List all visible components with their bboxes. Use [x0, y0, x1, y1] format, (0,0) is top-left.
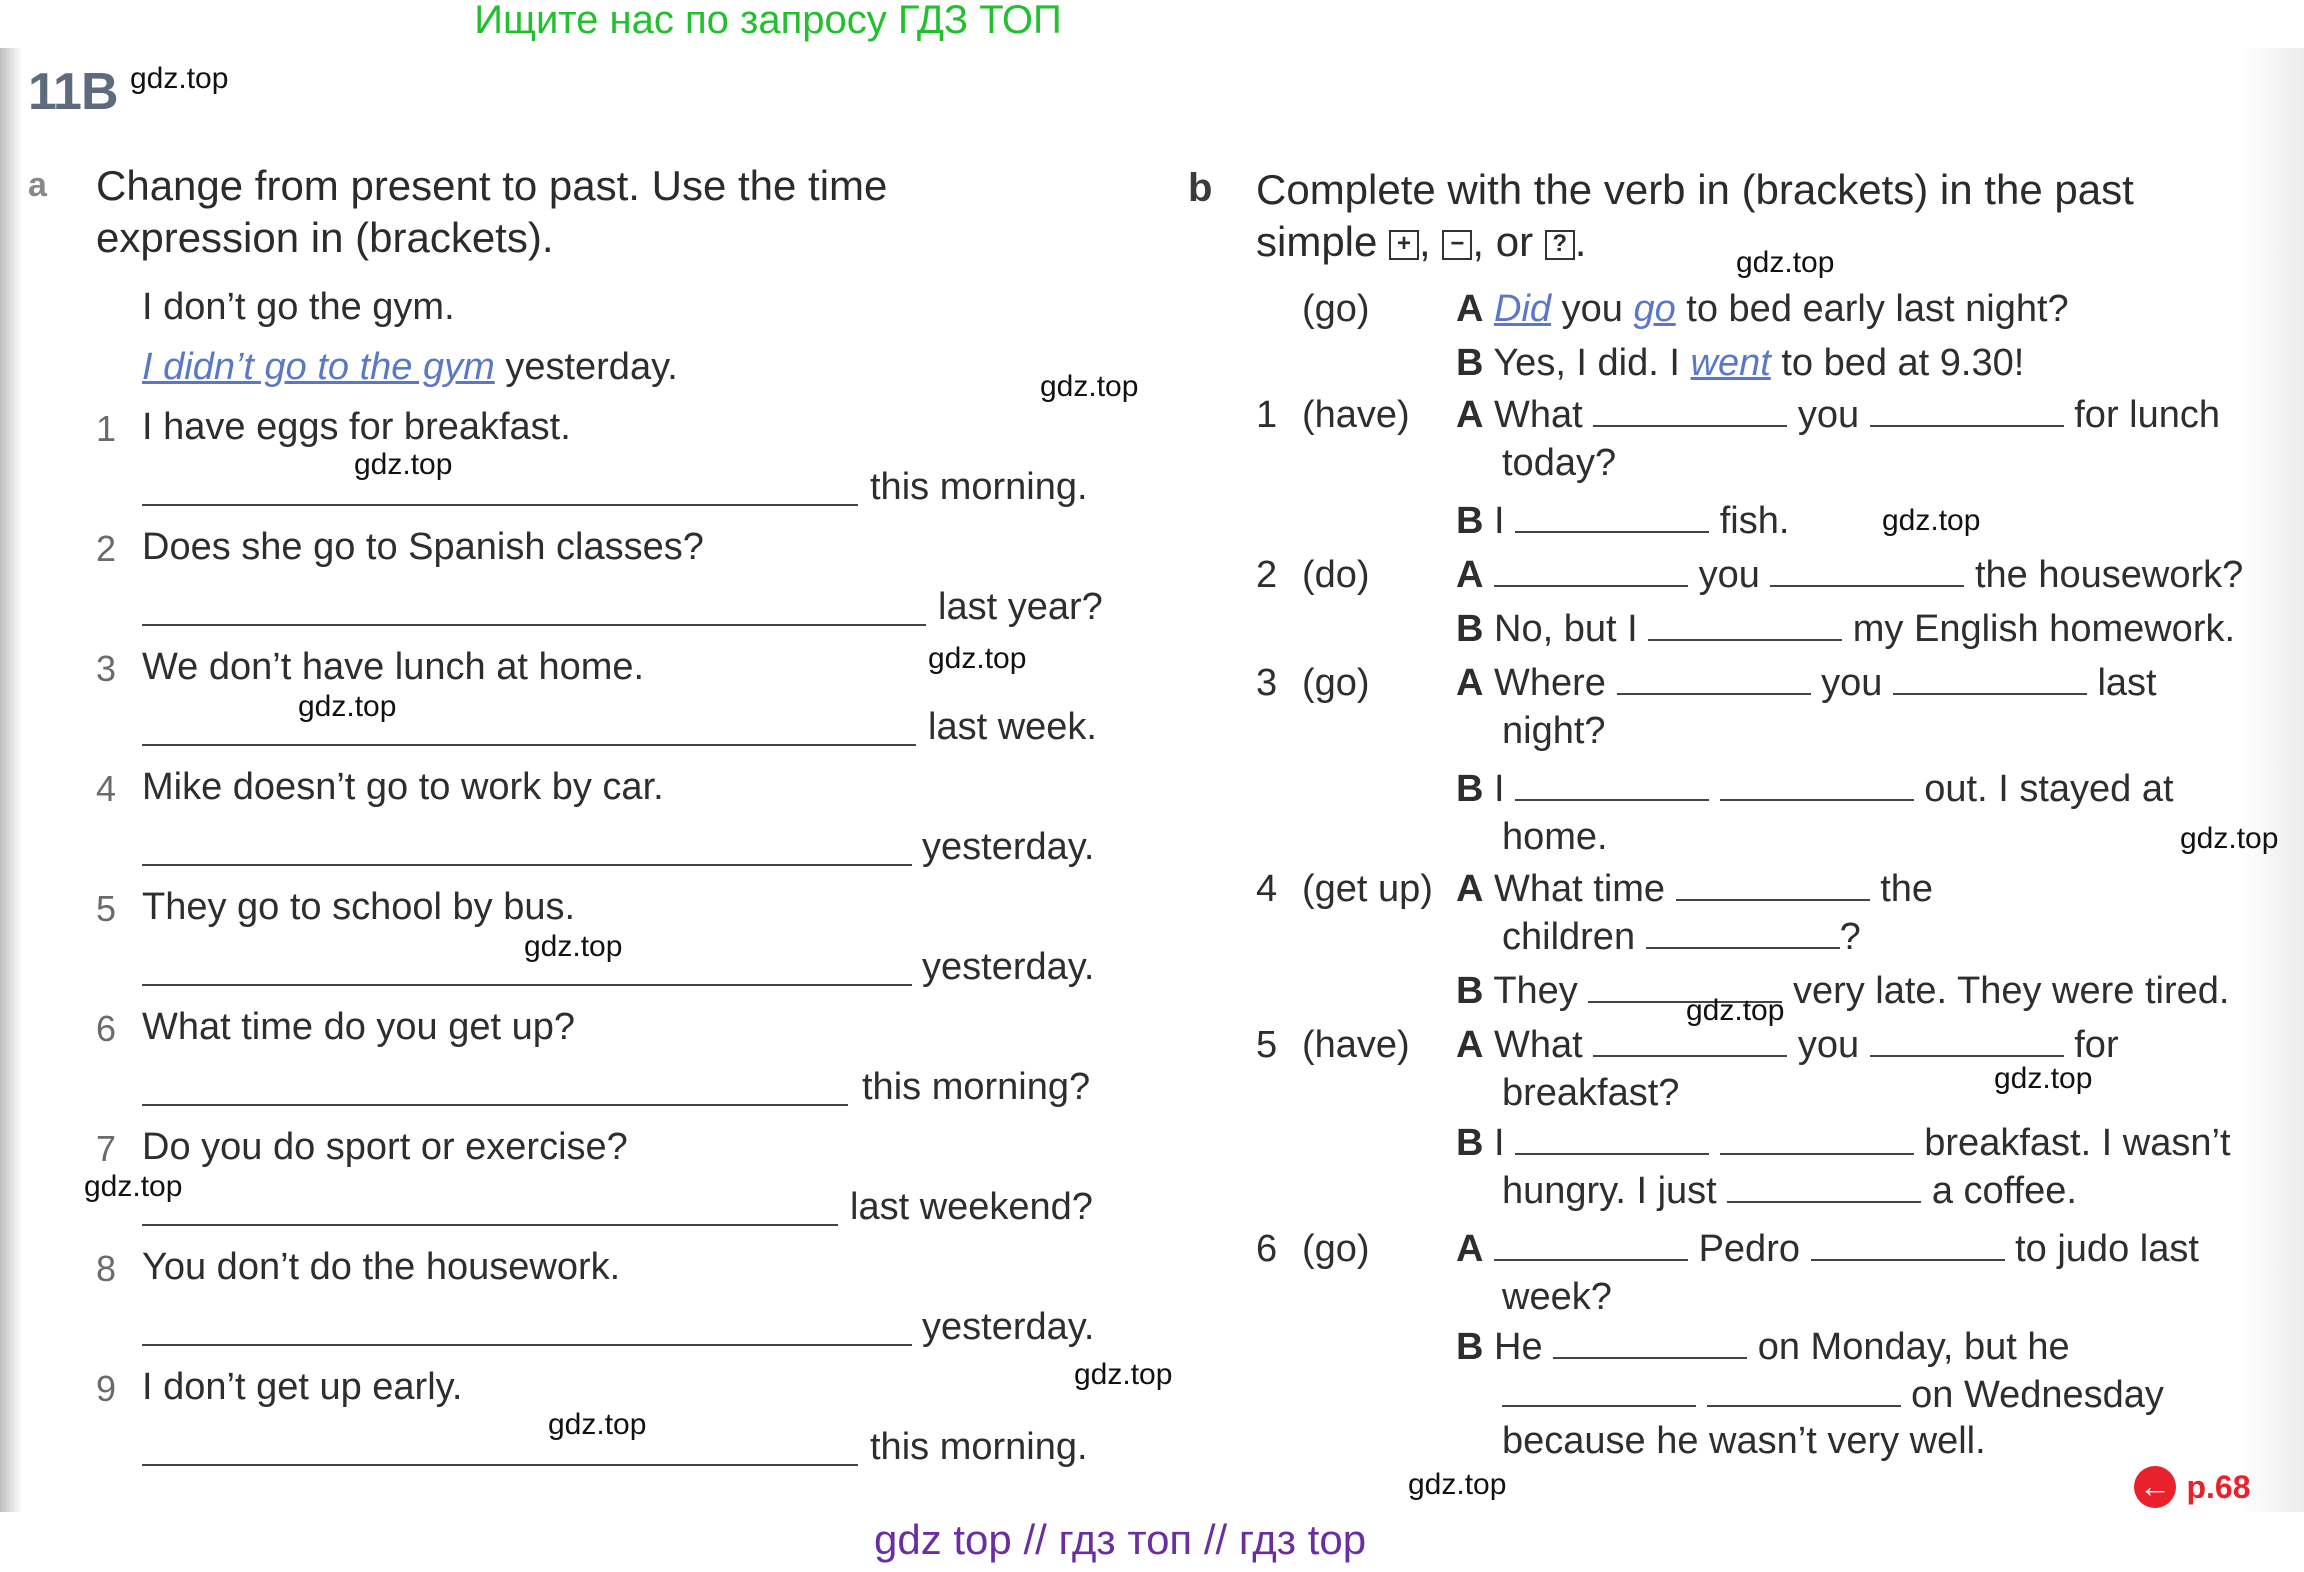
item-time: this morning.	[870, 1426, 1088, 1468]
item-number: 1	[1256, 394, 1278, 436]
text: for lunch	[2074, 394, 2220, 436]
speaker-b: B	[1456, 1326, 1484, 1368]
question-symbol-icon: ?	[1545, 230, 1575, 260]
item-verb: (go)	[1302, 1228, 1370, 1270]
line-b-cont	[1502, 1374, 2164, 1417]
answer-blank[interactable]	[142, 1344, 912, 1346]
watermark: gdz.top	[1074, 1358, 1173, 1391]
item-question: We don’t have lunch at home.	[142, 646, 645, 688]
text: ?	[1839, 916, 1861, 958]
line-b	[1456, 970, 2229, 1013]
next-page-edge	[2240, 48, 2304, 1522]
answer-blank[interactable]	[1707, 1375, 1901, 1407]
watermark: gdz.top	[1994, 1062, 2093, 1095]
text: They	[1493, 970, 1578, 1012]
item-number: 9	[96, 1368, 117, 1409]
line-a	[1456, 1228, 2199, 1271]
speaker-b: B	[1456, 970, 1484, 1012]
item-time: this morning.	[870, 466, 1088, 508]
speaker-b: B	[1456, 768, 1484, 810]
text: my English homework.	[1852, 608, 2236, 650]
answer-blank[interactable]	[1770, 555, 1964, 587]
watermark: gdz.top	[1040, 370, 1139, 403]
item-number: 8	[96, 1248, 117, 1289]
answer-blank[interactable]	[1593, 1025, 1787, 1057]
answer-blank[interactable]	[1870, 1025, 2064, 1057]
answer-blank[interactable]	[142, 1224, 838, 1226]
arrow-left-circle-icon: ←	[2134, 1466, 2176, 1508]
speaker-a: A	[1456, 554, 1484, 596]
text: I	[1494, 768, 1505, 810]
page-reference[interactable]	[2134, 1466, 2250, 1508]
text: Where	[1494, 662, 1606, 704]
example-answer: I didn’t go to the gym	[142, 346, 495, 388]
example-answer-went: went	[1690, 342, 1771, 384]
watermark: gdz.top	[2180, 822, 2279, 855]
watermark: gdz.top	[298, 690, 397, 723]
item-number: 2	[1256, 554, 1278, 596]
item-time: yesterday.	[922, 826, 1095, 868]
item-question: Does she go to Spanish classes?	[142, 526, 704, 568]
watermark: gdz.top	[524, 930, 623, 963]
section-a-instruction-line2: expression in (brackets).	[96, 214, 554, 261]
text: No, but I	[1494, 608, 1638, 650]
text: breakfast. I wasn’t	[1924, 1122, 2231, 1164]
answer-blank[interactable]	[1553, 1327, 1747, 1359]
answer-blank[interactable]	[1593, 395, 1787, 427]
item-verb: (have)	[1302, 394, 1410, 436]
item-number: 5	[1256, 1024, 1278, 1066]
item-verb: (do)	[1302, 554, 1370, 596]
text: you	[1698, 554, 1760, 596]
item-number: 5	[96, 888, 117, 929]
text: on Wednesday	[1911, 1374, 2164, 1416]
answer-blank[interactable]	[1617, 663, 1811, 695]
watermark: gdz.top	[130, 62, 229, 95]
line-b-cont2: because he wasn’t very well.	[1502, 1420, 1986, 1462]
example-you: you	[1561, 288, 1623, 330]
answer-blank[interactable]	[1811, 1229, 2005, 1261]
item-question: Mike doesn’t go to work by car.	[142, 766, 664, 808]
section-b-letter: b	[1188, 166, 1213, 210]
item-question: I have eggs for breakfast.	[142, 406, 571, 448]
comma: ,	[1419, 218, 1431, 265]
item-number: 4	[1256, 868, 1278, 910]
answer-blank[interactable]	[1515, 1123, 1709, 1155]
answer-blank[interactable]	[1494, 555, 1688, 587]
answer-blank[interactable]	[142, 1104, 848, 1106]
answer-blank[interactable]	[1720, 1123, 1914, 1155]
text: I	[1494, 500, 1505, 542]
example-speaker-b	[1456, 342, 2024, 385]
example-question: I don’t go the gym.	[142, 286, 455, 328]
line-a	[1456, 554, 2243, 597]
example-speaker-a	[1456, 288, 2069, 331]
unit-number: 11B	[28, 63, 118, 121]
speaker-b: B	[1456, 342, 1484, 384]
line-b	[1456, 500, 1789, 543]
line-a-cont: today?	[1502, 442, 1617, 484]
line-b-cont	[1502, 1170, 2077, 1213]
negative-symbol-icon: −	[1442, 230, 1472, 260]
item-number: 3	[96, 648, 117, 689]
text: the housework?	[1974, 554, 2244, 596]
item-verb: (get up)	[1302, 868, 1433, 910]
section-a-instruction-line1: Change from present to past. Use the time	[96, 162, 888, 209]
line-b	[1456, 608, 2235, 651]
item-time: last week.	[928, 706, 1097, 748]
speaker-a: A	[1456, 1228, 1484, 1270]
text: I	[1494, 1122, 1505, 1164]
answer-blank[interactable]	[142, 744, 916, 746]
speaker-a: A	[1456, 1024, 1484, 1066]
text: out. I stayed at	[1924, 768, 2174, 810]
section-a-letter: a	[28, 166, 47, 204]
line-a-cont	[1502, 916, 1861, 959]
line-a-cont: breakfast?	[1502, 1072, 1680, 1114]
item-question: What time do you get up?	[142, 1006, 576, 1048]
line-a-cont: night?	[1502, 710, 1606, 752]
answer-blank[interactable]	[1646, 917, 1840, 949]
text: hungry. I just	[1502, 1170, 1717, 1212]
line-b	[1456, 768, 2174, 811]
text: fish.	[1719, 500, 1790, 542]
line-a	[1456, 662, 2157, 705]
line-b-cont: home.	[1502, 816, 1608, 858]
page-fold-shadow	[0, 48, 22, 1522]
text: on Monday, but he	[1757, 1326, 2070, 1368]
instruction-dot: .	[1574, 218, 1587, 265]
item-number: 1	[96, 408, 117, 449]
text: the	[1880, 868, 1934, 910]
text: What	[1494, 394, 1583, 436]
answer-blank[interactable]	[142, 504, 858, 506]
example-b-end: to bed at 9.30!	[1781, 342, 2025, 384]
watermark: gdz.top	[1736, 246, 1835, 279]
answer-blank[interactable]	[1720, 769, 1914, 801]
speaker-a: A	[1456, 288, 1484, 330]
answer-blank[interactable]	[1727, 1171, 1921, 1203]
speaker-b: B	[1456, 500, 1484, 542]
item-time: yesterday.	[922, 946, 1095, 988]
text: a coffee.	[1931, 1170, 2077, 1212]
speaker-b: B	[1456, 1122, 1484, 1164]
item-verb: (have)	[1302, 1024, 1410, 1066]
line-a	[1456, 1024, 2119, 1067]
speaker-b: B	[1456, 608, 1484, 650]
item-question: They go to school by bus.	[142, 886, 576, 928]
item-number: 2	[96, 528, 117, 569]
example-time: yesterday.	[505, 346, 678, 388]
example-a-end: to bed early last night?	[1686, 288, 2069, 330]
line-a-cont: week?	[1502, 1276, 1612, 1318]
speaker-a: A	[1456, 662, 1484, 704]
item-question: You don’t do the housework.	[142, 1246, 621, 1288]
watermark: gdz.top	[1408, 1468, 1507, 1501]
text: to judo last	[2015, 1228, 2199, 1270]
answer-blank[interactable]	[1648, 609, 1842, 641]
section-a-instruction	[96, 160, 1116, 264]
answer-blank[interactable]	[1515, 501, 1709, 533]
example-verb: (go)	[1302, 288, 1370, 330]
answer-blank[interactable]	[1502, 1375, 1696, 1407]
answer-blank[interactable]	[1515, 769, 1709, 801]
speaker-a: A	[1456, 868, 1484, 910]
item-question: I don’t get up early.	[142, 1366, 463, 1408]
text: very late. They were tired.	[1792, 970, 2230, 1012]
answer-blank[interactable]	[142, 864, 912, 866]
text: for	[2074, 1024, 2119, 1066]
positive-symbol-icon: +	[1389, 230, 1419, 260]
item-time: last year?	[938, 586, 1103, 628]
line-b	[1456, 1122, 2231, 1165]
answer-blank[interactable]	[142, 984, 912, 986]
answer-blank[interactable]	[1676, 869, 1870, 901]
answer-blank[interactable]	[142, 624, 926, 626]
line-a	[1456, 868, 1933, 911]
text: children	[1502, 916, 1636, 958]
item-number: 3	[1256, 662, 1278, 704]
answer-blank[interactable]	[1893, 663, 2087, 695]
watermark: gdz.top	[1686, 994, 1785, 1027]
example-answer-line	[142, 346, 678, 389]
line-b	[1456, 1326, 2070, 1369]
watermark: gdz.top	[548, 1408, 647, 1441]
instruction-or: , or	[1472, 218, 1534, 265]
item-time: last weekend?	[850, 1186, 1093, 1228]
example-answer-did: Did	[1494, 288, 1552, 330]
item-question: Do you do sport or exercise?	[142, 1126, 628, 1168]
answer-blank[interactable]	[1870, 395, 2064, 427]
top-banner: Ищите нас по запросу ГДЗ ТОП	[474, 0, 1062, 42]
item-number: 7	[96, 1128, 117, 1169]
watermark: gdz.top	[928, 642, 1027, 675]
textbook-page	[0, 48, 2304, 1522]
item-time: yesterday.	[922, 1306, 1095, 1348]
example-answer-go: go	[1633, 288, 1676, 330]
text: What time	[1494, 868, 1666, 910]
item-verb: (go)	[1302, 662, 1370, 704]
answer-blank[interactable]	[142, 1464, 858, 1466]
text: He	[1494, 1326, 1543, 1368]
text: you	[1797, 1024, 1860, 1066]
watermark: gdz.top	[1882, 504, 1981, 537]
watermark: gdz.top	[354, 448, 453, 481]
page-reference-text: p.68	[2186, 1468, 2251, 1505]
item-time: this morning?	[862, 1066, 1091, 1108]
bottom-banner: gdz top // гдз топ // гдз top	[874, 1516, 1367, 1563]
text: Pedro	[1698, 1228, 1800, 1270]
text: you	[1797, 394, 1860, 436]
text: last	[2097, 662, 2157, 704]
item-number: 6	[1256, 1228, 1278, 1270]
speaker-a: A	[1456, 394, 1484, 436]
text: What	[1494, 1024, 1583, 1066]
section-b-instruction-line1: Complete with the verb in (brackets) in the past	[1256, 166, 2134, 213]
item-number: 6	[96, 1008, 117, 1049]
line-a	[1456, 394, 2220, 437]
watermark: gdz.top	[84, 1170, 183, 1203]
instruction-simple: simple	[1256, 218, 1378, 265]
answer-blank[interactable]	[1494, 1229, 1688, 1261]
text: you	[1821, 662, 1883, 704]
example-b-start: Yes, I did. I	[1493, 342, 1680, 384]
item-number: 4	[96, 768, 117, 809]
